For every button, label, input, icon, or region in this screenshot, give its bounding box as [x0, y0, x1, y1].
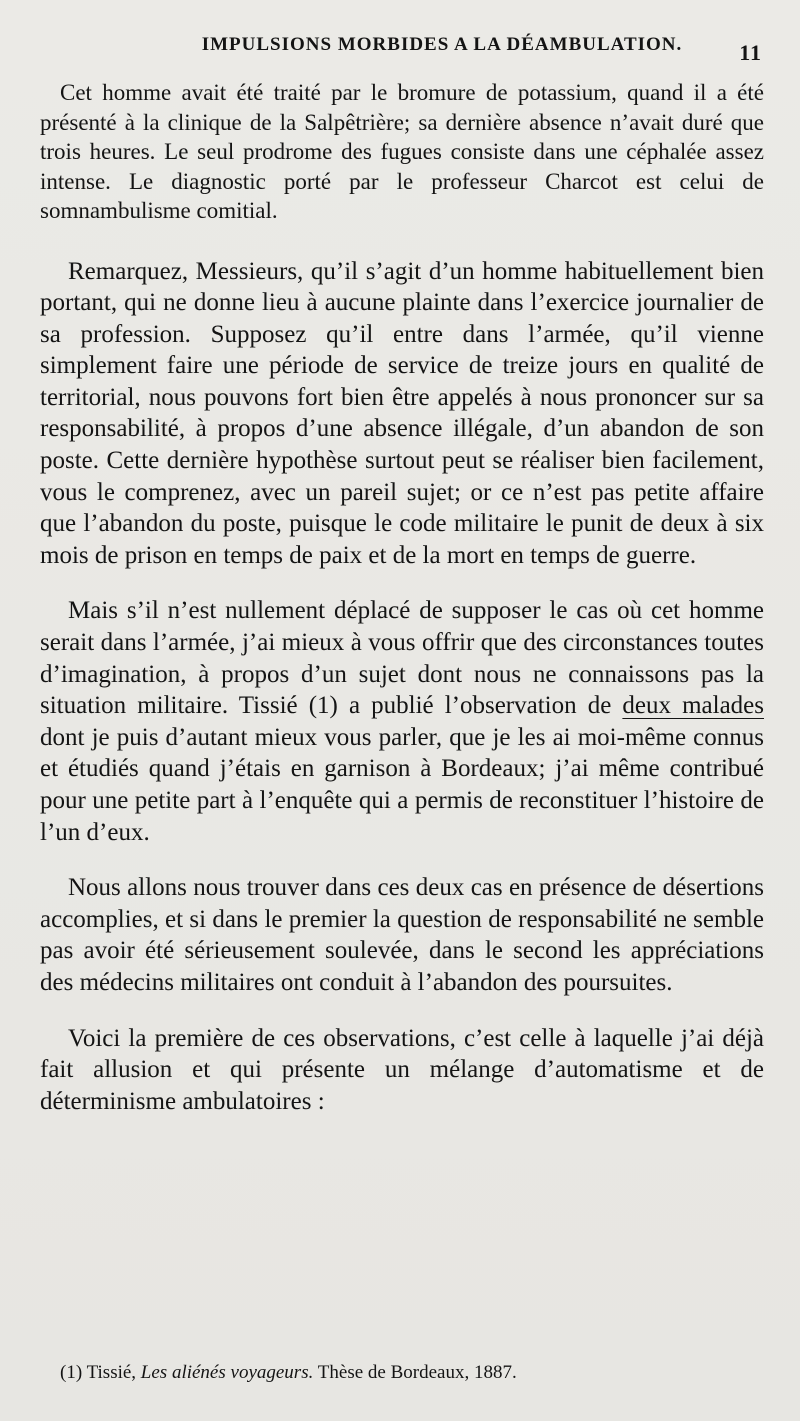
page-number: 11	[739, 40, 762, 65]
paragraph-5: Voici la première de ces observations, c’est celle à laquelle j’ai déjà fait allusion et qui présente un mélange d’automatisme et de déterminisme ambulatoires :	[40, 1024, 764, 1115]
underlined-phrase: deux malades	[622, 692, 764, 720]
paragraph-4: Nous allons nous trouver dans ces deux cas en présence de désertions accomplies, et si dans le premier la question de responsabilité ne semble pas avoir été sérieusement soulevée, dans le second les appréciations des médecins militaires ont conduit à l’abandon des poursuites.	[40, 874, 764, 996]
paragraph-3-text-end: dont je puis d’autant mieux vous parler, que je les ai moi-même connus et étudiés quand j’étais en garnison à Bordeaux; j’ai même contribué pour une petite part à l’enquête qui a permis de reconstituer l’histoire de l’un d’eux.	[40, 723, 764, 846]
footnote-title: Les aliénés voyageurs.	[140, 1362, 314, 1383]
paragraph-3	[40, 595, 764, 848]
paragraph-3-text-start: Mais s’il n’est nullement déplacé de supposer le cas où cet homme serait dans l’armée, j’ai mieux à vous offrir que des circonstances toutes d’imagination, à propos d’un sujet dont nous ne connaissons pas la situation militaire. Tissié (1) a publié l’observation de	[40, 597, 764, 720]
paragraph-1: Cet homme avait été traité par le bromure de potassium, quand il a été présenté à la clinique de la Salpêtrière; sa dernière absence n’avait duré que trois heures. Le seul prodrome des fugues consiste dans une céphalée assez intense. Le diagnostic porté par le professeur Charcot est celui de somnambulisme comitial.	[40, 80, 764, 223]
body-text	[40, 78, 764, 1117]
footnote-marker: (1)	[60, 1362, 83, 1383]
footnote	[60, 1361, 764, 1385]
footnote-source: Thèse de Bordeaux, 1887.	[317, 1362, 517, 1383]
running-head	[40, 34, 764, 72]
footnote-author: Tissié,	[86, 1362, 137, 1383]
running-head-title: IMPULSIONS MORBIDES A LA DÉAMBULATION.	[201, 34, 683, 55]
paragraph-2: Remarquez, Messieurs, qu’il s’agit d’un homme habituellement bien portant, qui ne donne lieu à aucune plainte dans l’exercice journalier de sa profession. Supposez qu’il entre dans l’armée, qu’il vienne simplement faire une période de service de treize jours en qualité de territorial, nous pouvons fort bien être appelés à nous prononcer sur sa responsabilité, à propos d’une absence illégale, d’un abandon de son poste. Cette dernière hypothèse surtout peut se réaliser bien facilement, vous le comprenez, avec un pareil sujet; or ce n’est pas petite affaire que l’abandon du poste, puisque le code militaire le punit de deux à six mois de prison en temps de paix et de la mort en temps de guerre.	[40, 257, 764, 569]
